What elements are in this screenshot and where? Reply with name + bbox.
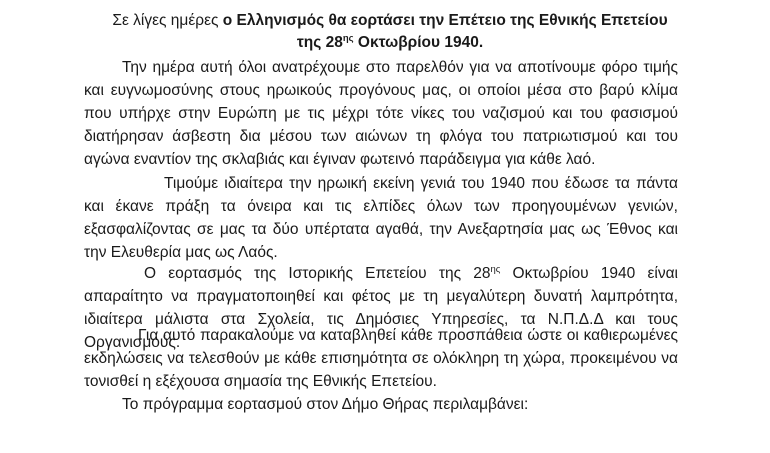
paragraph-request: Για αυτό παρακαλούμε να καταβληθεί κάθε προσπάθεια ώστε οι καθιερωμένες εκδηλώσεις να τελεσθούν με κάθε επισημότητα σε ολόκληρη τη χώρα, προκειμένου να τονισθεί η εξέχουσα σημασία της Εθνικής Επετείου. — [84, 327, 678, 390]
paragraph-program-intro: Το πρόγραμμα εορτασμού στον Δήμο Θήρας περιλαμβάνει: — [122, 396, 529, 413]
heading-line-1 — [70, 10, 710, 32]
paragraph-generation-1940: Τιμούμε ιδιαίτερα την ηρωική εκείνη γενιά του 1940 που έδωσε τα πάντα και έκανε πράξη τα όνειρα και τις ελπίδες όλων των προηγουμένων γενιών, εξασφαλίζοντας σε μας τα δύο υπέρτατα αγαθά, την Ανεξαρτησία μας ως Έθνος και την Ελευθερία μας ως Λαός. — [84, 175, 678, 261]
heading-intro: Σε λίγες ημέρες — [112, 12, 223, 29]
document-heading — [70, 10, 710, 54]
heading-bold: ο Ελληνισμός θα εορτάσει την Επέτειο της Εθνικής Επετείου — [222, 12, 668, 29]
celebration-ordinal-suffix: ης — [490, 263, 501, 275]
heading-date-suffix: Οκτωβρίου 1940. — [353, 34, 484, 51]
heading-line-2 — [70, 32, 710, 54]
celebration-prefix: Ο εορτασμός της Ιστορικής Επετείου της 28 — [144, 265, 491, 282]
paragraph-tribute: Την ημέρα αυτή όλοι ανατρέχουμε στο παρελθόν για να αποτίνουμε φόρο τιμής και ευγνωμοσύνης στους ηρωικούς προγόνους μας, οι οποίοι μέσα στο βαρύ κλίμα που υπήρχε στην Ευρώπη με τις μέχρι τότε νίκες του ναζισμού και του φασισμού διατήρησαν άσβεστη δια μέσου των αιώνων τη φλόγα του πατριωτισμού και του αγώνα εναντίον της σκλαβιάς και έγιναν φωτεινό παράδειγμα για κάθε λαό. — [84, 59, 678, 168]
heading-ordinal-suffix: ης — [342, 32, 354, 44]
celebration-suffix: Οκτωβρίου 1940 είναι απαραίτητο να πραγματοποιηθεί και φέτος με τη μεγαλύτερη δυνατή λαμπρότητα, ιδιαίτερα μάλιστα στα Σχολεία, τις Δημόσιες Υπηρεσίες, τα Ν.Π.Δ.Δ και τους Οργανισμούς. — [84, 265, 678, 351]
heading-date-prefix: της 28 — [296, 34, 343, 51]
